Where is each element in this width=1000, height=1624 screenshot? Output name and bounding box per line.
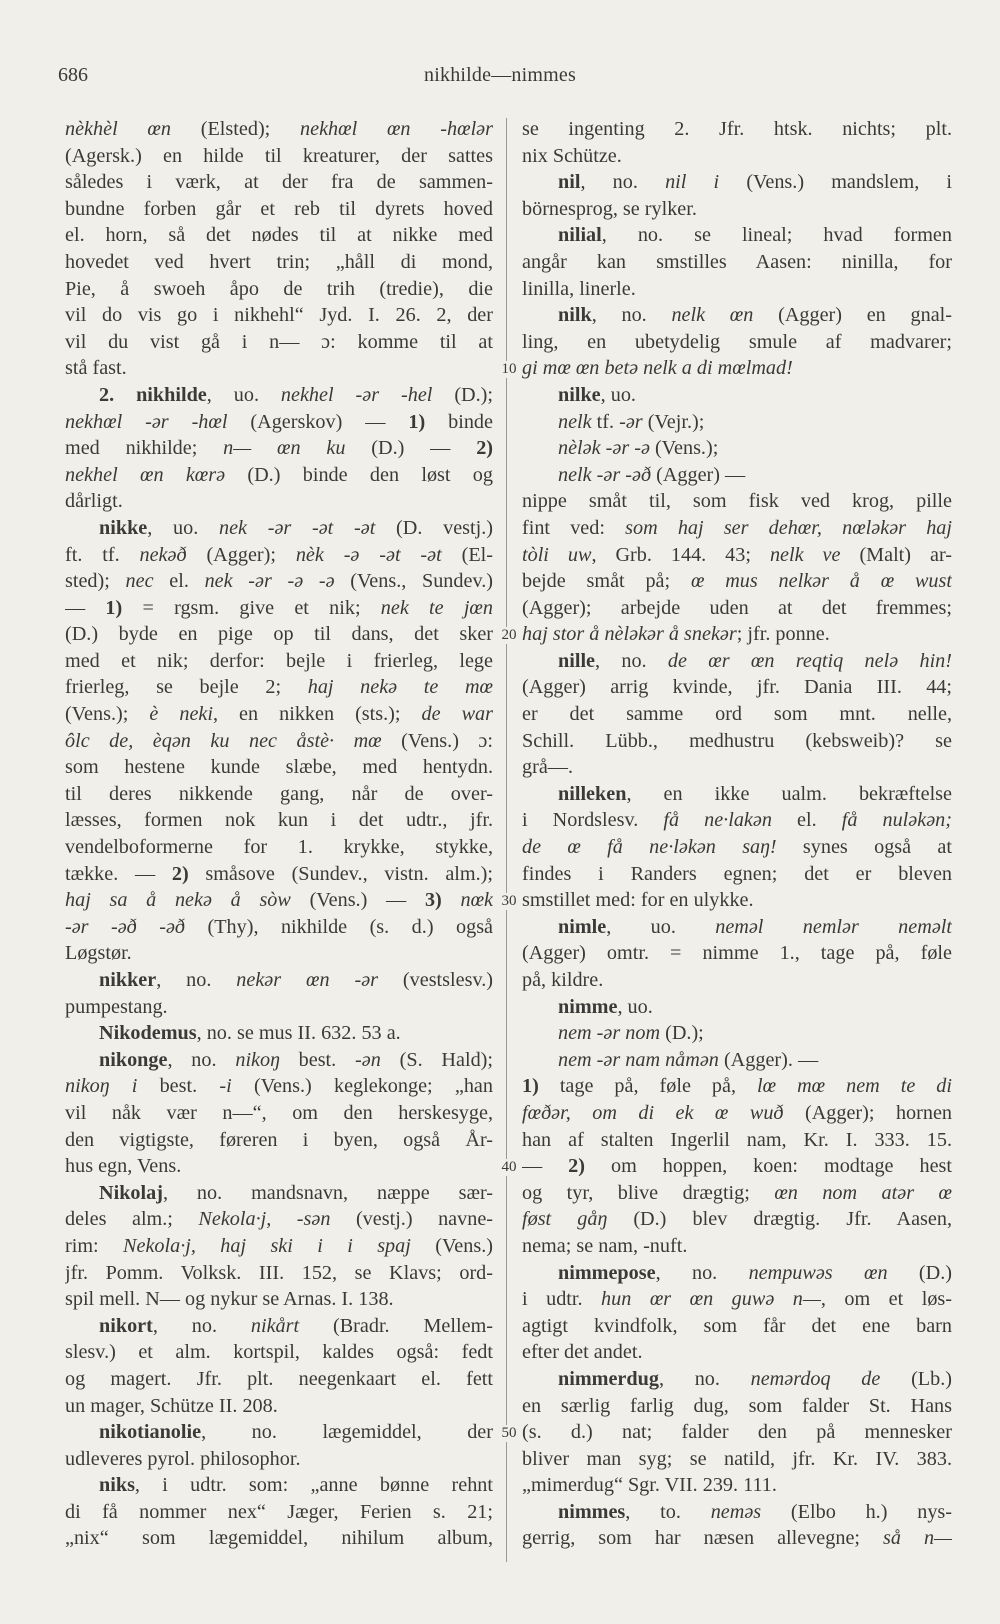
right-column-line: (Agger); arbejde uden at det fremmes;: [522, 596, 952, 619]
line-number-30: 30: [497, 893, 521, 910]
right-column-line: fint ved: som haj ser dehœr, nœləkər haj: [522, 516, 952, 539]
left-column-line: „nix“ som lægemiddel, nihilum album,: [65, 1527, 493, 1550]
left-column: [65, 116, 493, 1552]
right-column-line: nilke, uo.: [558, 383, 636, 406]
right-column-line: nilial, no. se lineal; hvad formen: [558, 224, 952, 247]
left-column-line: (Agersk.) en hilde til kreaturer, der sattes: [65, 144, 493, 167]
left-column-line: nekhel œn kœrə (D.) binde den løst og: [65, 463, 493, 486]
left-column-line: nikort, no. nikårt (Bradr. Mellem-: [99, 1314, 493, 1337]
left-column-line: læsses, formen nok kun i det udtr., jfr.: [65, 809, 493, 832]
right-column-line: gerrig, som har næsen allevegne; så n—: [522, 1527, 952, 1550]
right-column-line: nelk -ər -əð (Agger) —: [558, 463, 746, 486]
left-column-line: di få nommer nex“ Jæger, Ferien s. 21;: [65, 1500, 493, 1523]
left-column-line: nekhœl -ər -hœl (Agerskov) — 1) binde: [65, 410, 493, 433]
right-column-line: føst gåŋ (D.) blev drægtig. Jfr. Aasen,: [522, 1208, 952, 1231]
left-column-line: bundne forben går et reb til dyrets hoved: [65, 197, 493, 220]
right-column-line: smstillet med: for en ulykke.: [522, 889, 754, 912]
right-column-line: nil, no. nil i (Vens.) mandslem, i: [558, 171, 952, 194]
right-column: [522, 116, 952, 1552]
right-column-line: grå—.: [522, 756, 574, 779]
left-column-line: ôlc de, èqən ku nec åstè· mœ (Vens.) ɔ:: [65, 729, 493, 752]
left-column-line: sted); nec el. nek -ər -ə -ə (Vens., Sundev.): [65, 570, 493, 593]
left-column-line: med nikhilde; n— œn ku (D.) — 2): [65, 437, 493, 460]
right-column-line: bliver man syg; se natild, jfr. Kr. IV. 383.: [522, 1447, 952, 1470]
right-column-line: bejde småt på; œ mus nelkər å œ wust: [522, 570, 952, 593]
left-column-line: haj sa å nekə å sòw (Vens.) — 3) nœk: [65, 889, 493, 912]
right-column-line: nem -ər nom (D.);: [558, 1022, 704, 1045]
right-column-line: ling, en ubetydelig smule af madvarer;: [522, 330, 952, 353]
right-column-line: nille, no. de œr œn reqtiq nelə hin!: [558, 649, 952, 672]
left-column-line: hus egn, Vens.: [65, 1155, 182, 1178]
right-column-line: på, kildre.: [522, 969, 604, 991]
right-column-line: nelk tf. -ər (Vejr.);: [558, 410, 705, 433]
right-column-line: 1) tage på, føle på, lœ mœ nem te di: [522, 1075, 952, 1098]
left-column-line: den vigtigste, føreren i byen, også År-: [65, 1128, 493, 1151]
left-column-line: dårligt.: [65, 490, 123, 513]
left-column-line: Løgstør.: [65, 942, 132, 965]
left-column-line: Nikolaj, no. mandsnavn, næppe sær-: [99, 1181, 493, 1204]
left-column-line: hovedet ved hvert trin; „håll di mond,: [65, 250, 493, 273]
right-column-line: angår kan smstilles Aasen: ninilla, for: [522, 250, 952, 273]
right-column-line: börnesprog, se rylker.: [522, 197, 697, 220]
right-column-line: han af stalten Ingerlil nam, Kr. I. 333. 15.: [522, 1128, 952, 1151]
left-column-line: således i værk, at der fra de sammen-: [65, 171, 493, 194]
right-column-line: nimmes, to. neməs (Elbo h.) nys-: [558, 1500, 952, 1523]
right-column-line: tòli uw, Grb. 144. 43; nelk ve (Malt) ar-: [522, 543, 952, 566]
left-column-line: -ər -əð -əð (Thy), nikhilde (s. d.) også: [65, 915, 493, 938]
left-column-line: ft. tf. nekəð (Agger); nèk -ə -ət -ət (El-: [65, 543, 493, 566]
right-column-line: fœðər, om di ek œ wuð (Agger); hornen: [522, 1101, 952, 1124]
right-column-line: agtigt kvindfolk, som får det ene barn: [522, 1314, 952, 1337]
running-head: nikhilde—nimmes: [424, 64, 576, 86]
line-number-40: 40: [497, 1159, 521, 1176]
right-column-line: — 2) om hoppen, koen: modtage hest: [522, 1155, 952, 1178]
right-column-line: nema; se nam, -nuft.: [522, 1234, 688, 1257]
left-column-line: nikoŋ i best. -i (Vens.) keglekonge; „han: [65, 1075, 493, 1098]
left-column-line: vil nåk vær n—“, om den herskesyge,: [65, 1101, 493, 1124]
left-column-line: vil du vist gå i n— ɔ: komme til at: [65, 330, 493, 353]
left-column-line: deles alm.; Nekola·j, -sən (vestj.) navne-: [65, 1208, 493, 1231]
right-column-line: Schill. Lübb., medhustru (kebsweib)? se: [522, 729, 952, 752]
right-column-line: en særlig farlig dug, som falder St. Hans: [522, 1394, 952, 1417]
right-column-line: nix Schütze.: [522, 144, 622, 167]
line-number-10: 10: [497, 361, 521, 378]
left-column-line: el. horn, så det nødes til at nikke med: [65, 224, 493, 247]
left-column-line: vil do vis go i nikhehl“ Jyd. I. 26. 2, der: [65, 304, 493, 327]
right-column-line: nippe småt til, som fisk ved krog, pille: [522, 490, 952, 513]
left-column-line: slesv.) et alm. kortspil, kaldes også: fedt: [65, 1341, 493, 1364]
right-column-line: nèlək -ər -ə (Vens.);: [558, 437, 719, 460]
right-column-line: nilleken, en ikke ualm. bekræftelse: [558, 782, 952, 805]
left-column-line: spil mell. N— og nykur se Arnas. I. 138.: [65, 1288, 394, 1311]
left-column-line: 2. nikhilde, uo. nekhel -ər -hel (D.);: [99, 383, 493, 406]
left-column-line: som hestene kunde slæbe, med hentydn.: [65, 756, 493, 779]
right-column-line: linilla, linerle.: [522, 277, 636, 300]
right-column-line: nimmepose, no. nempuwəs œn (D.): [558, 1261, 952, 1284]
right-column-line: nem -ər nam nåmən (Agger). —: [558, 1048, 819, 1071]
right-column-line: nimme, uo.: [558, 995, 653, 1018]
left-column-line: un mager, Schütze II. 208.: [65, 1394, 278, 1417]
page-number: 686: [58, 64, 88, 86]
left-column-line: nikonge, no. nikoŋ best. -ən (S. Hald);: [99, 1048, 493, 1071]
left-column-line: niks, i udtr. som: „anne bønne rehnt: [99, 1474, 493, 1497]
right-column-line: (Agger) omtr. = nimme 1., tage på, føle: [522, 942, 952, 965]
left-column-line: frierleg, se bejle 2; haj nekə te mœ: [65, 676, 493, 699]
right-column-line: nilk, no. nelk œn (Agger) en gnal-: [558, 304, 952, 327]
right-column-line: efter det andet.: [522, 1341, 643, 1364]
left-column-line: til deres nikkende gang, når de over-: [65, 782, 493, 805]
left-column-line: jfr. Pomm. Volksk. III. 152, se Klavs; ord-: [65, 1261, 493, 1284]
line-number-50: 50: [497, 1425, 521, 1442]
left-column-line: udleveres pyrol. philosophor.: [65, 1447, 301, 1470]
left-column-line: (D.) byde en pige op til dans, det sker: [65, 623, 493, 646]
line-number-20: 20: [497, 627, 521, 644]
right-column-line: „mimerdug“ Sgr. VII. 239. 111.: [522, 1474, 777, 1497]
right-column-line: se ingenting 2. Jfr. htsk. nichts; plt.: [522, 118, 952, 140]
left-column-line: nikotianolie, no. lægemiddel, der: [99, 1421, 493, 1444]
left-column-line: nikke, uo. nek -ər -ət -ət (D. vestj.): [99, 516, 493, 539]
right-column-line: (Agger) arrig kvinde, jfr. Dania III. 44;: [522, 676, 952, 699]
right-column-line: nimmerdug, no. nemərdoq de (Lb.): [558, 1367, 952, 1390]
left-column-line: med et nik; derfor: bejle i frierleg, lege: [65, 649, 493, 672]
right-column-line: (s. d.) nat; falder den på mennesker: [522, 1421, 952, 1444]
right-column-line: i Nordslesv. få ne·lakən el. få nuləkən;: [522, 809, 952, 832]
right-column-line: haj stor å nèləkər å snekər; jfr. ponne.: [522, 623, 830, 646]
left-column-line: Pie, å swoeh åpo de trih (tredie), die: [65, 277, 493, 300]
left-column-line: Nikodemus, no. se mus II. 632. 53 a.: [99, 1022, 401, 1045]
left-column-line: — 1) = rgsm. give et nik; nek te jœn: [65, 596, 493, 619]
left-column-line: rim: Nekola·j, haj ski i i spaj (Vens.): [65, 1234, 493, 1257]
left-column-line: (Vens.); è neki, en nikken (sts.); de war: [65, 703, 493, 726]
left-column-line: tække. — 2) småsove (Sundev., vistn. alm.);: [65, 862, 493, 885]
left-column-line: nèkhèl œn (Elsted); nekhœl œn -hœlər: [65, 118, 493, 140]
right-column-line: gi mœ œn betə nelk a di mœlmad!: [522, 357, 793, 380]
right-column-line: og tyr, blive drægtig; œn nom atər œ: [522, 1181, 952, 1204]
right-column-line: de œ få ne·ləkən saŋ! synes også at: [522, 836, 952, 859]
right-column-line: i udtr. hun œr œn guwə n—, om et løs-: [522, 1288, 952, 1311]
right-column-line: nimle, uo. neməl nemlər neməlt: [558, 915, 952, 938]
left-column-line: pumpestang.: [65, 995, 168, 1018]
left-column-line: vendelboformerne for 1. krykke, stykke,: [65, 836, 493, 859]
right-column-line: er det samme ord som mnt. nelle,: [522, 703, 952, 726]
column-rule: [506, 118, 507, 1562]
left-column-line: nikker, no. nekər œn -ər (vestslesv.): [99, 969, 493, 991]
left-column-line: og magert. Jfr. plt. neegenkaart el. fett: [65, 1367, 493, 1390]
right-column-line: findes i Randers egnen; det er bleven: [522, 862, 952, 885]
left-column-line: stå fast.: [65, 357, 127, 380]
